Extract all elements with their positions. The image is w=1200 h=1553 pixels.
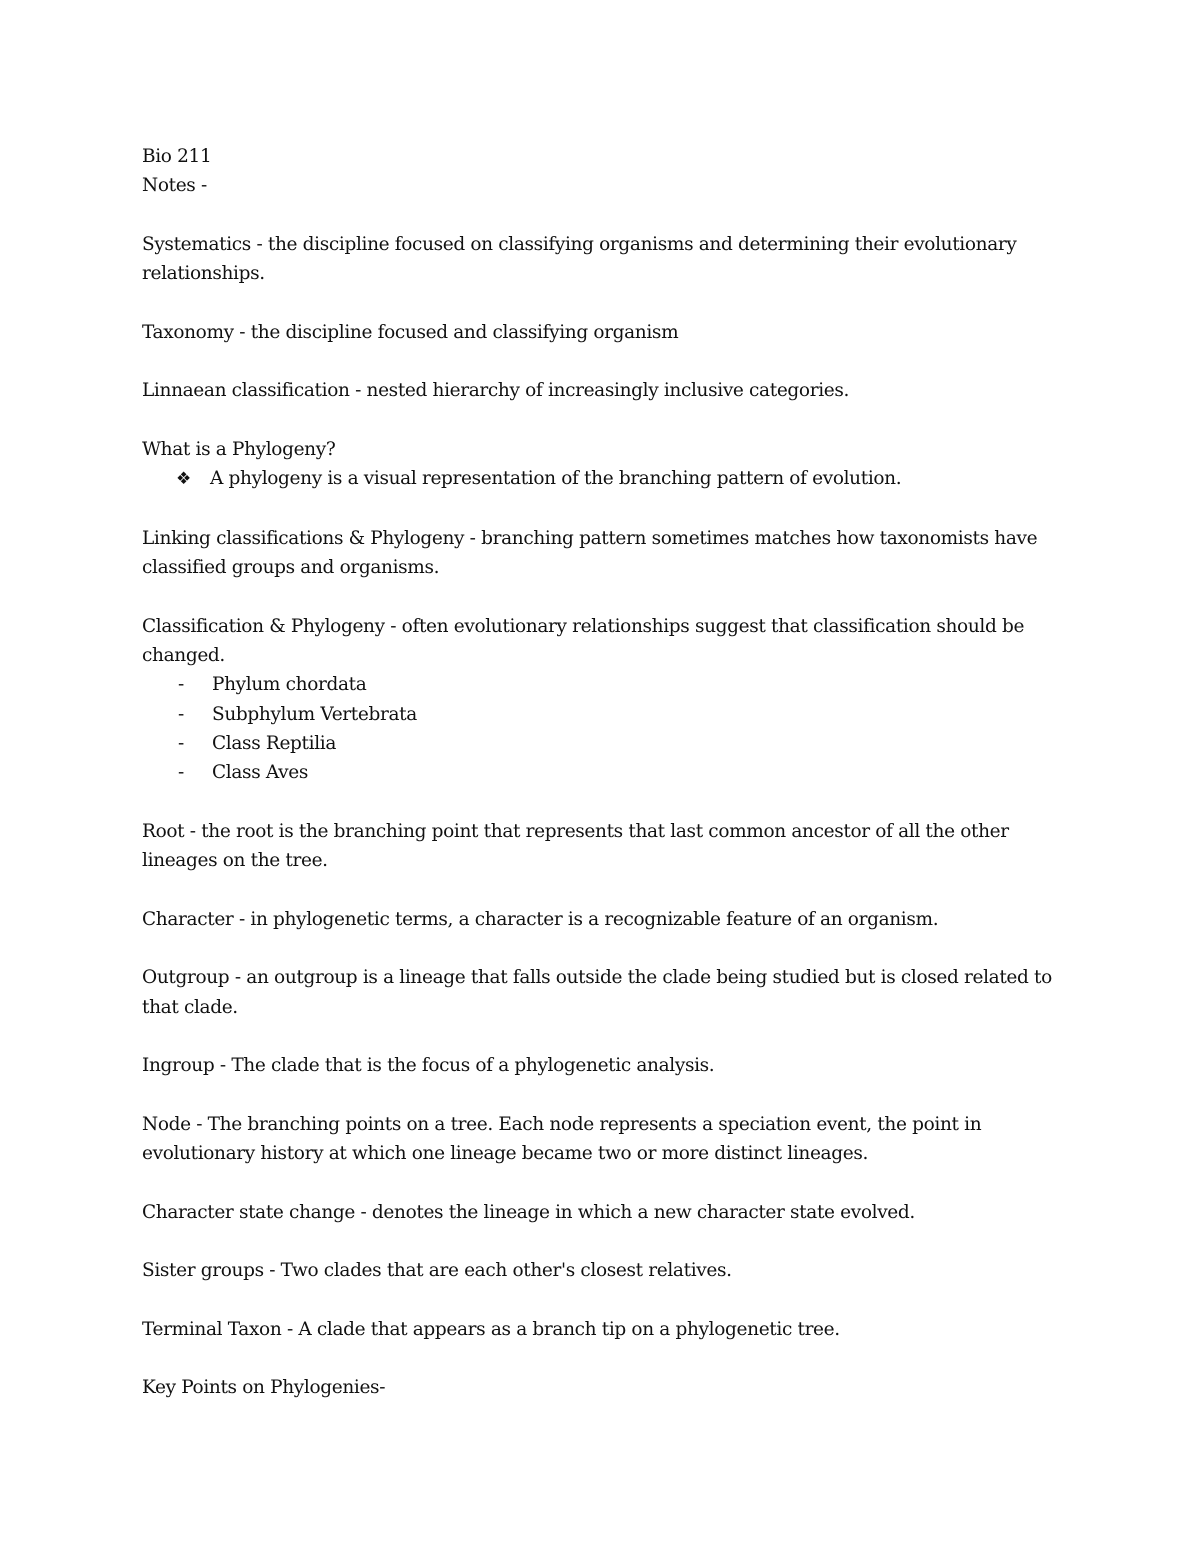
definition-outgroup (142, 963, 1072, 1022)
notes-subtitle: Notes - (142, 175, 207, 197)
course-title: Bio 211 (142, 146, 212, 167)
list-item (142, 700, 1072, 729)
dash-bullet: - (178, 703, 184, 725)
spacer (142, 1168, 1072, 1197)
definition-text: changed. (142, 645, 225, 667)
definition-text: Outgroup - an outgroup is a lineage that falls outside the clade being studied but is closed related to (142, 967, 1052, 989)
document-page (142, 142, 1072, 1403)
definition-text: evolutionary history at which one lineage became two or more distinct lineages. (142, 1143, 868, 1165)
spacer (142, 347, 1072, 376)
definition-text: Node - The branching points on a tree. Each node represents a speciation event, the point in (142, 1113, 982, 1135)
spacer (142, 495, 1072, 524)
list-item (142, 670, 1072, 699)
spacer (142, 582, 1072, 611)
phylogeny-question: What is a Phylogeny? (142, 438, 336, 460)
definition-character-state: Character state change - denotes the lineage in which a new character state evolved. (142, 1201, 915, 1223)
spacer (142, 875, 1072, 904)
definition-text: classified groups and organisms. (142, 557, 440, 579)
dash-bullet: - (178, 762, 184, 784)
definition-root (142, 817, 1072, 876)
definition-linking (142, 524, 1072, 583)
list-item-text: Class Reptilia (212, 732, 337, 754)
definition-taxonomy: Taxonomy - the discipline focused and classifying organism (142, 321, 679, 343)
definition-classification (142, 612, 1072, 671)
key-points-heading: Key Points on Phylogenies- (142, 1377, 386, 1399)
spacer (142, 288, 1072, 317)
classification-list (142, 670, 1072, 787)
diamond-bullet-icon: ❖ (176, 469, 191, 490)
phylogeny-bullet-item (142, 464, 1072, 494)
spacer (142, 1022, 1072, 1051)
definition-text: Root - the root is the branching point that represents that last common ancestor of all the other (142, 820, 1009, 842)
definition-text: Systematics - the discipline focused on classifying organisms and determining their evolutionary (142, 233, 1017, 255)
spacer (142, 934, 1072, 963)
definition-character: Character - in phylogenetic terms, a character is a recognizable feature of an organism. (142, 908, 939, 930)
list-item (142, 758, 1072, 787)
spacer (142, 1227, 1072, 1256)
definition-text: lineages on the tree. (142, 850, 328, 872)
spacer (142, 1344, 1072, 1373)
list-item-text: Subphylum Vertebrata (212, 703, 417, 725)
definition-systematics (142, 230, 1072, 289)
spacer (142, 406, 1072, 435)
spacer (142, 1081, 1072, 1110)
definition-terminal-taxon: Terminal Taxon - A clade that appears as a branch tip on a phylogenetic tree. (142, 1318, 840, 1340)
phylogeny-bullet-text: A phylogeny is a visual representation of the branching pattern of evolution. (210, 468, 902, 490)
definition-text: relationships. (142, 263, 265, 285)
list-item-text: Phylum chordata (212, 674, 367, 696)
spacer (142, 788, 1072, 817)
spacer (142, 201, 1072, 230)
definition-linnaean: Linnaean classification - nested hierarchy of increasingly inclusive categories. (142, 380, 850, 402)
definition-text: Linking classifications & Phylogeny - branching pattern sometimes matches how taxonomists have (142, 527, 1038, 549)
dash-bullet: - (178, 732, 184, 754)
definition-sister-groups: Sister groups - Two clades that are each other's closest relatives. (142, 1260, 732, 1282)
list-item-text: Class Aves (212, 762, 308, 784)
definition-ingroup: Ingroup - The clade that is the focus of a phylogenetic analysis. (142, 1055, 715, 1077)
list-item (142, 729, 1072, 758)
definition-text: that clade. (142, 996, 238, 1018)
definition-node (142, 1110, 1072, 1169)
dash-bullet: - (178, 674, 184, 696)
spacer (142, 1286, 1072, 1315)
definition-text: Classification & Phylogeny - often evolutionary relationships suggest that classification should be (142, 615, 1025, 637)
